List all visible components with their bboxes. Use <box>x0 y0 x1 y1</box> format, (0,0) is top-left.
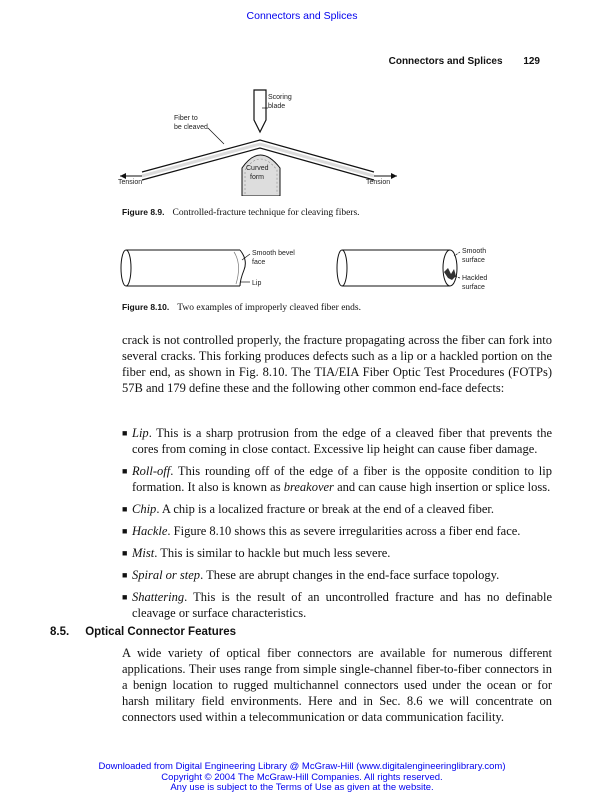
list-item <box>122 501 552 517</box>
footer-download-link[interactable]: Downloaded from Digital Engineering Library @ McGraw-Hill (www.digitalengineeringlibrary.com) <box>98 761 506 772</box>
section-heading <box>50 626 236 638</box>
list-item <box>122 463 552 495</box>
defect-term: Hackle <box>132 524 168 538</box>
label-scoring: Scoring <box>268 94 292 101</box>
defect-term: Shattering <box>132 590 185 604</box>
figure-8-9-drawing <box>112 86 412 196</box>
defect-term: Spiral or step <box>132 568 201 582</box>
bullet-icon: ■ <box>122 592 128 602</box>
bullet-icon: ■ <box>122 548 128 558</box>
label-form: form <box>250 174 264 181</box>
label-tension-right: Tension <box>366 179 391 186</box>
list-item <box>122 589 552 621</box>
bullet-icon: ■ <box>122 428 128 438</box>
defect-description: . This is a sharp protrusion from the edge of a cleaved fiber that prevents the cores from coming in close contact. Excessive lip height can cause fiber damage. <box>132 426 552 456</box>
list-item <box>122 545 552 561</box>
defect-description-end: and can cause high insertion or splice loss. <box>333 480 551 494</box>
bullet-icon: ■ <box>122 466 128 476</box>
figure-8-10 <box>112 240 532 301</box>
footer-copyright[interactable]: Copyright © 2004 The McGraw-Hill Companies. All rights reserved. <box>161 771 443 783</box>
defect-term: Chip <box>132 502 157 516</box>
footer-terms-link[interactable]: Any use is subject to the Terms of Use as given at the website. <box>170 782 434 793</box>
bullet-icon: ■ <box>122 570 128 580</box>
left-fiber-body <box>126 250 240 286</box>
section-number: 8.5. <box>50 626 70 638</box>
label-fiber-to: Fiber to <box>174 115 198 122</box>
label-blade: blade <box>268 103 286 110</box>
section-title: Optical Connector Features <box>85 626 236 638</box>
figure-8-9 <box>112 86 412 201</box>
defect-term: Lip <box>132 426 149 440</box>
label-hackled: Hackled <box>462 275 488 282</box>
scoring-blade-shape <box>254 90 266 132</box>
defect-description: . A chip is a localized fracture or break at the end of a cleaved fiber. <box>156 502 495 516</box>
label-bevel-face: face <box>252 259 266 266</box>
figure-8-9-caption <box>122 207 360 218</box>
figure-8-10-drawing <box>112 240 532 296</box>
bullet-icon: ■ <box>122 526 128 536</box>
figure-8-10-caption-text: Two examples of improperly cleaved fiber ends. <box>177 303 361 313</box>
defect-description: . This rounding off of the edge of a fiber is the opposite condition to lip formation. It also is known as <box>132 464 552 494</box>
right-fiber-body <box>342 250 450 286</box>
left-fiber-bevel <box>240 250 245 286</box>
bullet-icon: ■ <box>122 504 128 514</box>
top-banner-link[interactable]: Connectors and Splices <box>246 10 358 22</box>
defect-emphasis: breakover <box>283 480 334 494</box>
label-smooth-surface: surface <box>462 257 485 264</box>
running-head <box>389 56 540 67</box>
figure-8-10-label: Figure 8.10. <box>122 302 170 312</box>
label-hackled-surface: surface <box>462 284 485 291</box>
figure-8-9-label: Figure 8.9. <box>122 207 165 217</box>
list-item <box>122 567 552 583</box>
defect-term: Roll-off <box>132 464 171 478</box>
defect-term: Mist <box>132 546 155 560</box>
running-title: Connectors and Splices <box>388 56 503 67</box>
defect-description: . This is similar to hackle but much less severe. <box>154 546 391 560</box>
label-curved: Curved <box>246 165 269 172</box>
intro-paragraph: crack is not controlled properly, the fracture propagating across the fiber can fork into several cracks. This forking produces defects such as a lip or a hackled portion on the fiber end, as shown in Fig. 8.10. The TIA/EIA Fiber Optic Test Procedures (FOTPs) 57B and 179 define these and the following other common end-face defects: <box>122 333 552 395</box>
list-item <box>122 425 552 457</box>
defect-description: . Figure 8.10 shows this as severe irregularities across a fiber end face. <box>167 524 521 538</box>
label-lip: Lip <box>252 280 262 287</box>
label-smooth: Smooth <box>462 248 487 255</box>
defect-list <box>122 425 552 627</box>
label-smooth-bevel: Smooth bevel <box>252 250 295 257</box>
defect-description: . This is the result of an uncontrolled fracture and has no definable cleavage or surface characteristics. <box>132 590 552 620</box>
footer <box>0 762 604 794</box>
label-tension-left: Tension <box>118 179 143 186</box>
figure-8-9-caption-text: Controlled-fracture technique for cleaving fibers. <box>172 208 360 218</box>
defect-description: . These are abrupt changes in the end-face surface topology. <box>200 568 500 582</box>
figure-8-10-caption <box>122 302 361 313</box>
page-number: 129 <box>523 56 540 67</box>
label-be-cleaved: be cleaved <box>174 124 208 131</box>
list-item <box>122 523 552 539</box>
section-paragraph: A wide variety of optical fiber connectors are available for numerous different applications. Their uses range from simple single-channel fiber-to-fiber connectors in a benign location to rugged multichannel connectors used under the ocean or for harsh military field environments. Here and in Sec. 8.6 we will concentrate on connectors used within a telecommunication or data communication facility. <box>122 646 552 724</box>
